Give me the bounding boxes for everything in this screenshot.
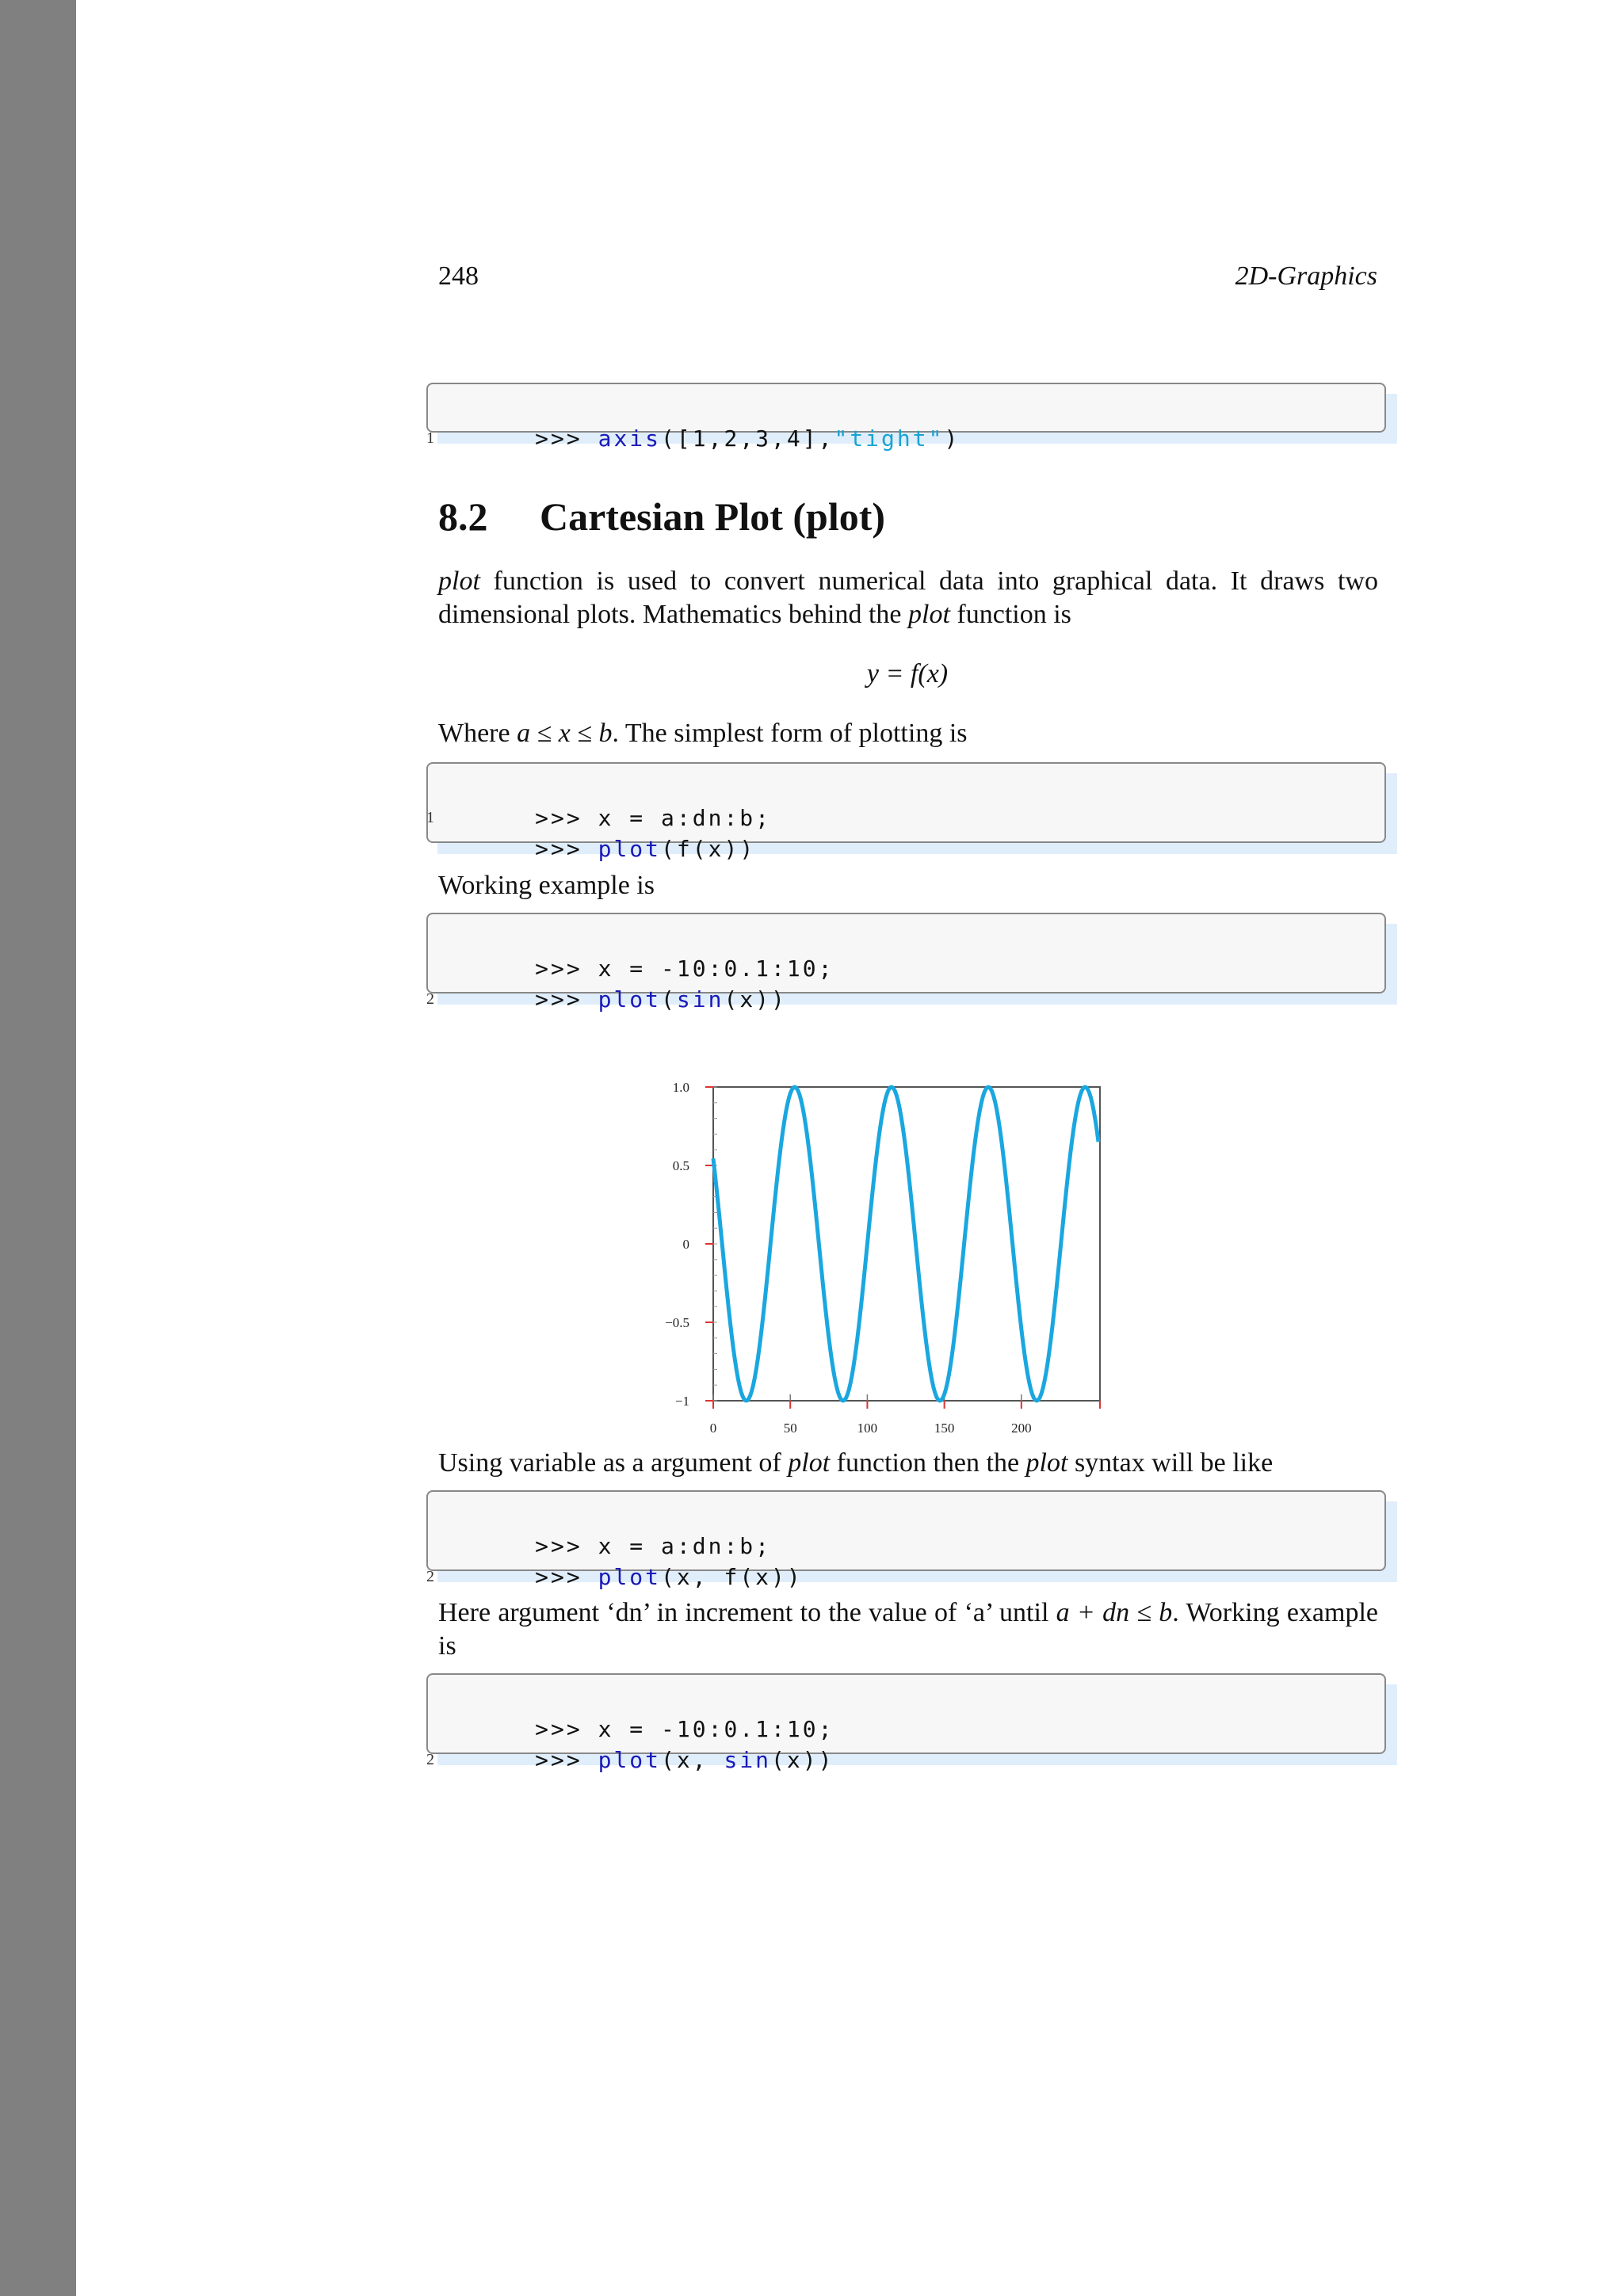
series-line-sin (713, 1087, 1098, 1401)
line-number: 2 (426, 990, 434, 1008)
section-heading (438, 494, 885, 540)
code-string: "tight" (834, 425, 945, 452)
y-tick-label: 1.0 (672, 1080, 689, 1095)
x-tick-label: 150 (934, 1421, 955, 1436)
code-block-axis: 1 >>> axis([1,2,3,4],"tight") (426, 383, 1386, 433)
paragraph-intro: plot function is used to convert numerical data into graphical data. It draws two dimensional plots. Mathematics behind the plot function is (438, 566, 1378, 629)
line-number: 1 (426, 429, 434, 447)
running-header: 2D-Graphics (1235, 261, 1377, 291)
page-margin-bar (0, 0, 76, 2296)
section-title: Cartesian Plot (plot) (540, 494, 886, 539)
code-block-xy-plot: >>> x = a:dn:b; 2 >>> plot(x, f(x)) (426, 1490, 1386, 1571)
paragraph-range: Where a ≤ x ≤ b. The simplest form of plotting is (438, 719, 968, 748)
paragraph-working-example: Working example is (438, 871, 655, 900)
code-function: axis (598, 425, 662, 452)
x-tick-label: 200 (1011, 1421, 1032, 1436)
paragraph-increment: Here argument ‘dn’ in increment to the value of ‘a’ until a + dn ≤ b. Working example is (438, 1598, 1378, 1661)
y-tick-label: −0.5 (665, 1315, 689, 1330)
y-tick-label: 0.5 (672, 1158, 689, 1173)
y-tick-label: 0 (682, 1237, 689, 1252)
x-tick-label: 50 (783, 1421, 797, 1436)
line-number: 2 (426, 1751, 434, 1768)
code-block-simple-plot: 1 >>> x = a:dn:b; >>> plot(f(x)) (426, 762, 1386, 843)
line-number: 2 (426, 1568, 434, 1585)
x-tick-label: 100 (857, 1421, 878, 1436)
paragraph-variable-argument: Using variable as a argument of plot function then the plot syntax will be like (438, 1448, 1274, 1478)
code-block-xy-sin-plot: >>> x = -10:0.1:10; 2 >>> plot(x, sin(x)) (426, 1673, 1386, 1754)
line-number: 1 (426, 809, 434, 826)
section-number: 8.2 (438, 494, 488, 539)
page-number: 248 (438, 261, 479, 291)
sine-chart (634, 1054, 1125, 1450)
x-tick-label: 0 (709, 1421, 717, 1436)
code-block-sin-plot: >>> x = -10:0.1:10; 2 >>> plot(sin(x)) (426, 913, 1386, 994)
y-tick-label: −1 (674, 1394, 689, 1409)
equation: y = f(x) (866, 659, 949, 688)
